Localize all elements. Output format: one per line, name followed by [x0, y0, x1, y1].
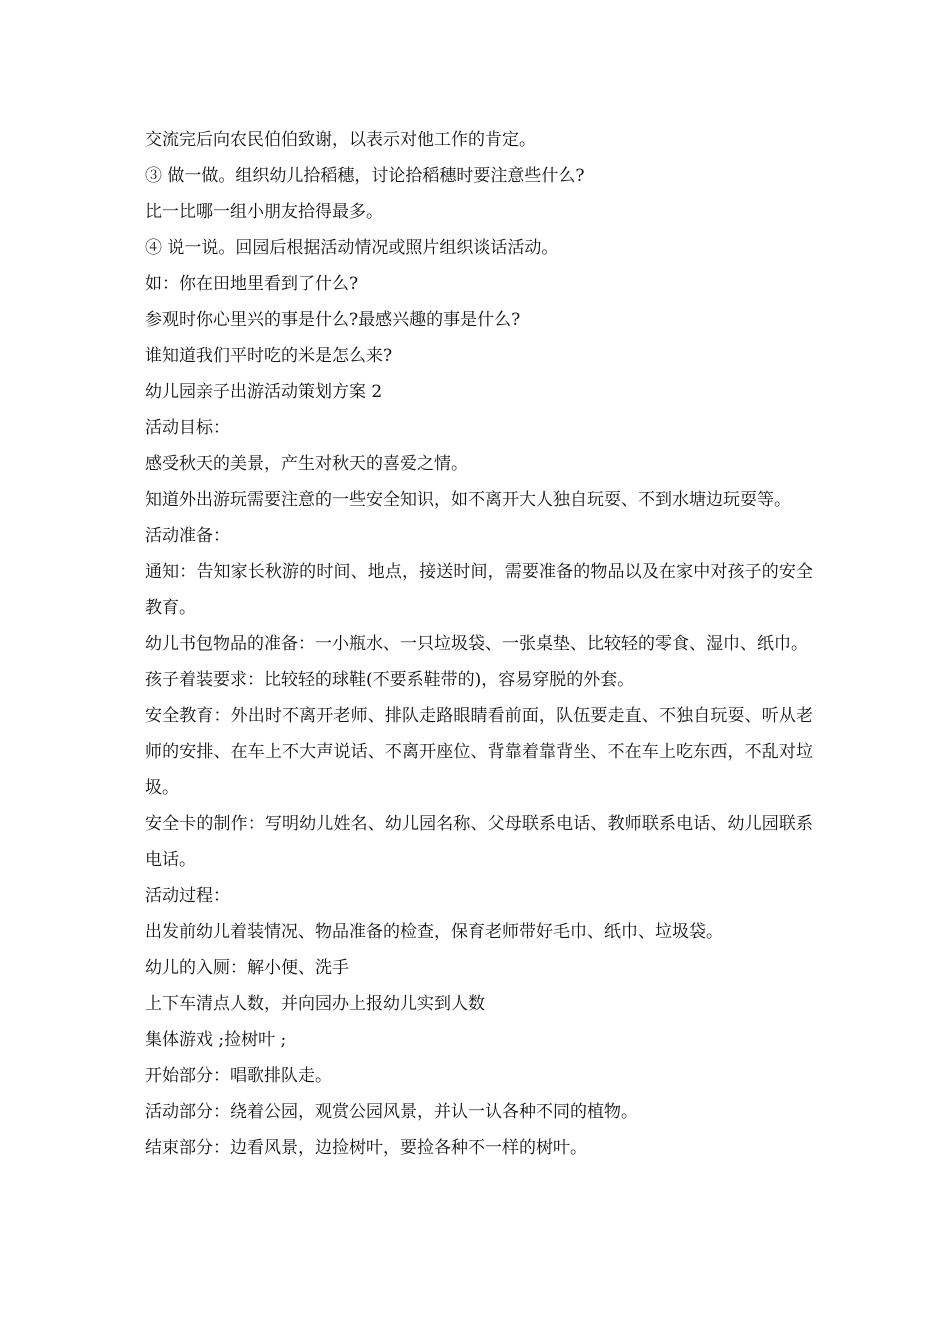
subheading: 活动目标：: [145, 418, 230, 438]
paragraph: 幼儿的入厕：解小便、洗手: [145, 958, 349, 978]
subheading: 活动过程：: [145, 886, 230, 906]
paragraph: ④ 说一说。回园后根据活动情况或照片组织谈话活动。: [145, 238, 559, 258]
paragraph: 知道外出游玩需要注意的一些安全知识，如不离开大人独自玩耍、不到水塘边玩耍等。: [145, 490, 791, 510]
paragraph: 谁知道我们平时吃的米是怎么来?: [145, 346, 393, 366]
paragraph: 幼儿书包物品的准备：一小瓶水、一只垃圾袋、一张桌垫、比较轻的零食、湿巾、纸巾。: [145, 634, 808, 654]
paragraph: 孩子着装要求：比较轻的球鞋(不要系鞋带的)，容易穿脱的外套。: [145, 670, 635, 690]
paragraph: 安全卡的制作：写明幼儿姓名、幼儿园名称、父母联系电话、教师联系电话、幼儿园联系电话。: [145, 814, 813, 870]
paragraph: 比一比哪一组小朋友拾得最多。: [145, 202, 383, 222]
paragraph: ③ 做一做。组织幼儿拾稻穗，讨论拾稻穗时要注意些什么?: [145, 166, 585, 186]
section-heading: 幼儿园亲子出游活动策划方案 2: [145, 382, 383, 402]
paragraph: 活动部分：绕着公园，观赏公园风景，并认一认各种不同的植物。: [145, 1102, 638, 1122]
paragraph: 出发前幼儿着装情况、物品准备的检查，保育老师带好毛巾、纸巾、垃圾袋。: [145, 922, 723, 942]
paragraph: 感受秋天的美景，产生对秋天的喜爱之情。: [145, 454, 468, 474]
paragraph: 安全教育：外出时不离开老师、排队走路眼睛看前面，队伍要走直、不独自玩耍、听从老师的安排、在车上不大声说话、不离开座位、背靠着靠背坐、不在车上吃东西，不乱对垃圾。: [145, 706, 813, 798]
document-body: [145, 122, 813, 1166]
paragraph: 交流完后向农民伯伯致谢，以表示对他工作的肯定。: [145, 130, 536, 150]
paragraph: 上下车清点人数，并向园办上报幼儿实到人数: [145, 994, 485, 1014]
paragraph: 如：你在田地里看到了什么?: [145, 274, 359, 294]
paragraph: 参观时你心里兴的事是什么?最感兴趣的事是什么?: [145, 310, 521, 330]
paragraph: 结束部分：边看风景，边捡树叶，要捡各种不一样的树叶。: [145, 1138, 587, 1158]
paragraph: 集体游戏 ;捡树叶 ;: [145, 1030, 287, 1050]
paragraph: 通知：告知家长秋游的时间、地点，接送时间，需要准备的物品以及在家中对孩子的安全教育。: [145, 562, 813, 618]
subheading: 活动准备：: [145, 526, 230, 546]
paragraph: 开始部分：唱歌排队走。: [145, 1066, 332, 1086]
